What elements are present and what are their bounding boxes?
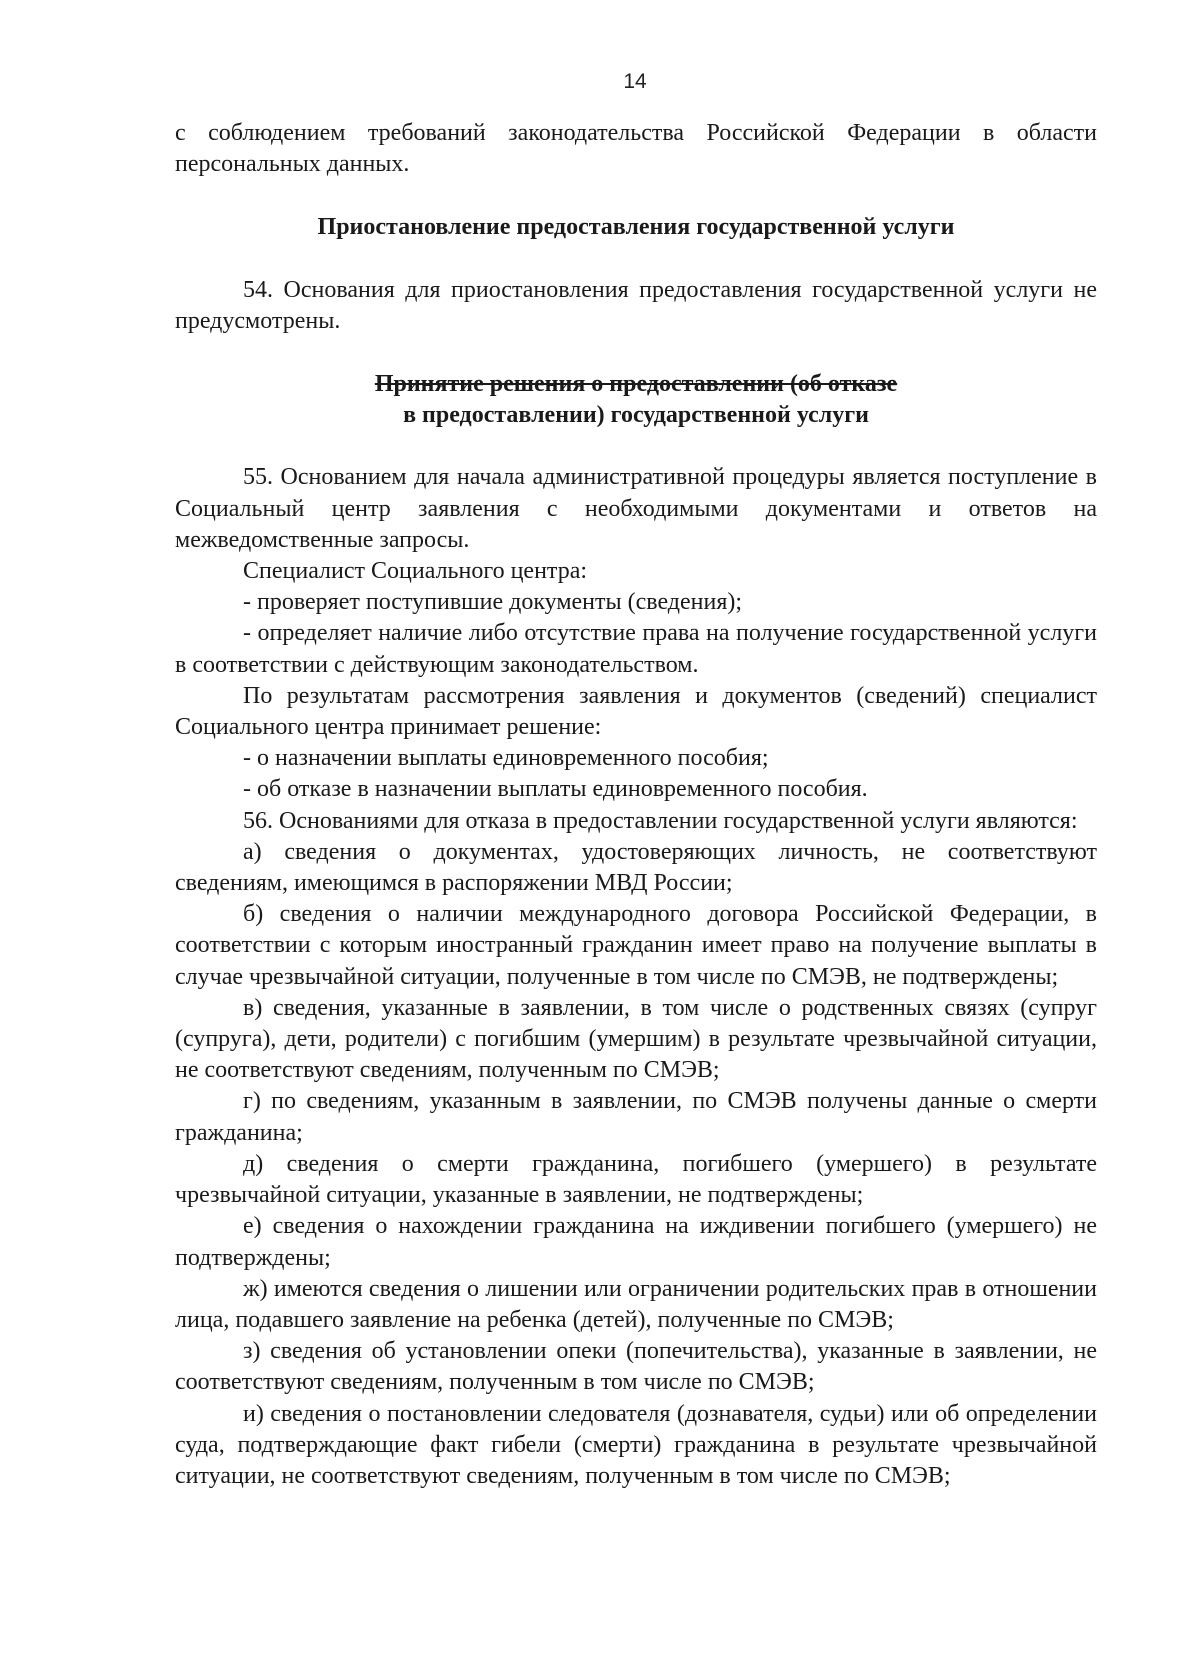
page-number: 14	[623, 70, 647, 93]
refusal-item-d: д) сведения о смерти гражданина, погибшего (умершего) в результате чрезвычайной ситуации, указанные в заявлении, не подтверждены;	[175, 1150, 1097, 1209]
refusal-item-a: а) сведения о документах, удостоверяющих личность, не соответствуют сведениям, имеющимся в распоряжении МВД России;	[175, 838, 1097, 897]
heading-decision-line-2: в предоставлении) государственной услуги	[403, 402, 869, 429]
paragraph-56: 56. Основаниями для отказа в предоставлении государственной услуги являются:	[243, 807, 1078, 834]
refusal-item-zh: ж) имеются сведения о лишении или ограничении родительских прав в отношении лица, подавшего заявление на ребенка (детей), полученные по СМЭВ;	[175, 1275, 1097, 1333]
decision-refuse: - об отказе в назначении выплаты единовременного пособия.	[243, 776, 868, 803]
refusal-item-z: з) сведения об установлении опеки (попечительства), указанные в заявлении, не соответствуют сведениям, полученным в том числе по СМЭВ;	[175, 1338, 1097, 1396]
heading-suspension: Приостановление предоставления государственной услуги	[317, 214, 955, 241]
intro-paragraph: с соблюдением требований законодательства Российской Федерации в области персональных данных.	[175, 120, 1097, 178]
list-item-determines: - определяет наличие либо отсутствие права на получение государственной услуги в соответствии с действующим законодательством.	[175, 620, 1097, 678]
refusal-item-v: в) сведения, указанные в заявлении, в том числе о родственных связях (супруг (супруга), дети, родители) с погибшим (умершим) в результате чрезвычайной ситуации, не соответствуют сведениям, полученным по СМЭВ;	[175, 994, 1097, 1084]
heading-decision-line-1: Принятие решения о предоставлении (об отказе	[374, 371, 898, 398]
refusal-item-g: г) по сведениям, указанным в заявлении, по СМЭВ получены данные о смерти гражданина;	[175, 1088, 1097, 1146]
decision-grant: - о назначении выплаты единовременного пособия;	[243, 745, 769, 772]
specialist-line: Специалист Социального центра:	[243, 558, 588, 585]
list-item-checks: - проверяет поступившие документы (сведения);	[243, 589, 743, 616]
refusal-item-i: и) сведения о постановлении следователя (дознавателя, судьи) или об определении суда, подтверждающие факт гибели (смерти) гражданина в результате чрезвычайной ситуации, не соответствуют сведениям, полученным в том числе по СМЭВ;	[175, 1400, 1097, 1489]
refusal-item-b: б) сведения о наличии международного договора Российской Федерации, в соответствии с которым иностранный гражданин имеет право на получение выплаты в случае чрезвычайной ситуации, полученные в том числе по СМЭВ, не подтверждены;	[175, 901, 1097, 990]
paragraph-54: 54. Основания для приостановления предоставления государственной услуги не предусмотрены.	[175, 276, 1097, 334]
refusal-item-e: е) сведения о нахождении гражданина на иждивении погибшего (умершего) не подтверждены;	[175, 1213, 1097, 1271]
document-body	[175, 118, 1097, 1492]
results-paragraph: По результатам рассмотрения заявления и документов (сведений) специалист Социального центра принимает решение:	[175, 682, 1097, 741]
paragraph-55: 55. Основанием для начала административной процедуры является поступление в Социальный центр заявления с необходимыми документами и ответов на межведомственные запросы.	[175, 464, 1097, 553]
heading-decision	[175, 369, 1097, 431]
